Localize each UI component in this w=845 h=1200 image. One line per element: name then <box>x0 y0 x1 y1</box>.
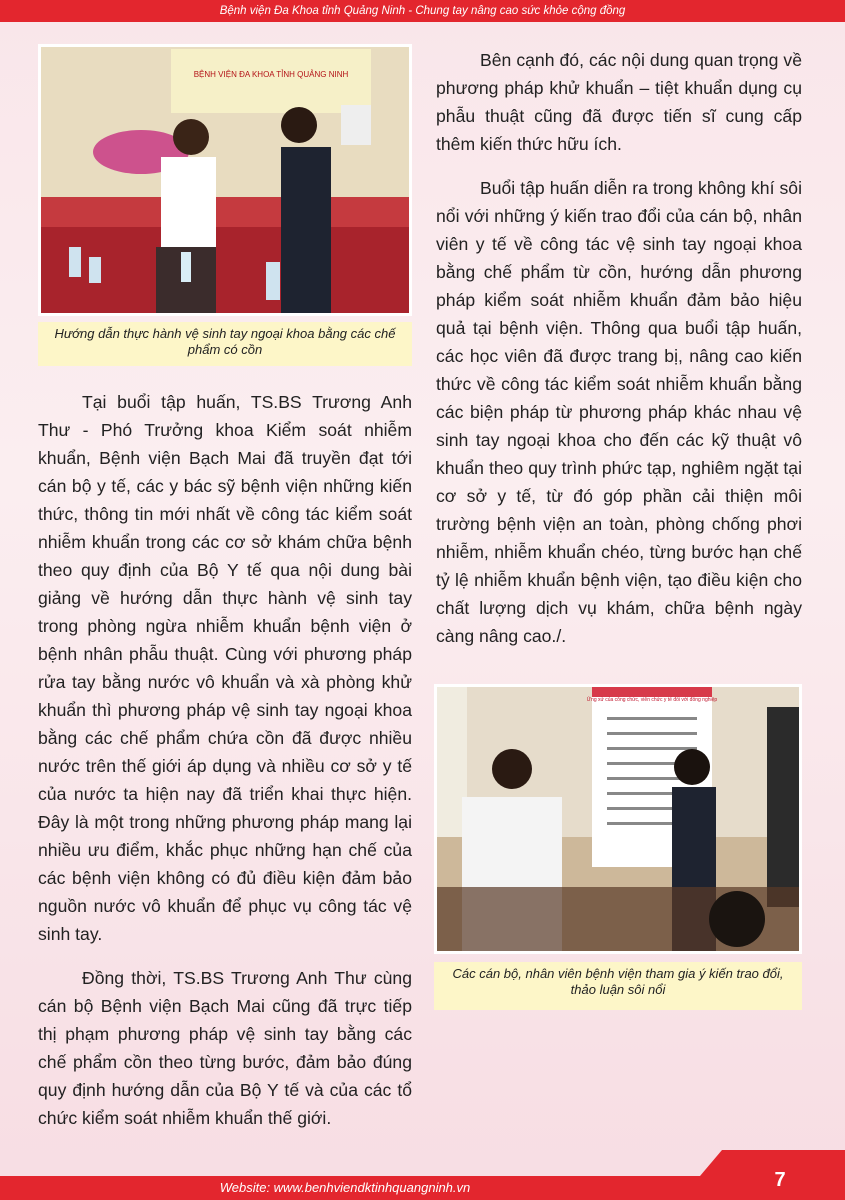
paragraph: Đồng thời, TS.BS Trương Anh Thư cùng cán bộ Bệnh viện Bạch Mai cũng đã trực tiếp thị phạm phương pháp vệ sinh tay bằng các chế phẩm cồn theo từng bước, đảm bảo đúng quy định hướng dẫn của Bộ Y tế và của các tổ chức kiểm soát nhiễm khuẩn thế giới. <box>38 968 412 1128</box>
paragraph: Buổi tập huấn diễn ra trong không khí sôi nổi với những ý kiến trao đổi của cán bộ, nhân viên y tế về công tác vệ sinh tay ngoại khoa bằng chế phẩm từ cồn, hướng dẫn phương pháp kiểm soát nhiễm khuẩn đảm bảo hiệu quả tại bệnh viện. Thông qua buổi tập huấn, các học viên đã được trang bị, nâng cao kiến thức về công tác kiểm soát nhiễm khuẩn bằng các biện pháp từ phương pháp khác nhau vệ sinh tay ngoại khoa cho đến các kỹ thuật vô khuẩn theo quy trình phức tạp, nghiêm ngặt tại cơ sở y tế, từ đó góp phần cải thiện môi trường bệnh viện an toàn, phòng chống phơi nhiễm, nhiễm khuẩn chéo, từng bước hạn chế tỷ lệ nhiễm khuẩn bệnh viện, tạo điều kiện cho chất lượng dịch vụ khám, chữa bệnh ngày càng nâng cao./. <box>436 178 802 646</box>
figure-1-caption: Hướng dẫn thực hành vệ sinh tay ngoại khoa bằng các chế phẩm có cồn <box>38 322 412 366</box>
right-text-column <box>436 46 802 666</box>
page-number: 7 <box>774 1169 786 1191</box>
hospital-banner-text: BỆNH VIỆN ĐA KHOA TỈNH QUẢNG NINH <box>193 70 349 79</box>
demo-photo-illustration <box>41 47 409 313</box>
left-text-column <box>38 388 412 1148</box>
discussion-photo-illustration <box>437 687 799 951</box>
figure-2-caption: Các cán bộ, nhân viên bệnh viện tham gia ý kiến trao đổi, thảo luận sôi nổi <box>434 962 802 1010</box>
poster-title: Ứng xử của công chức, viên chức y tế đối với đồng nghiệp <box>586 697 718 703</box>
footer-bar <box>0 1176 845 1200</box>
paragraph: Bên cạnh đó, các nội dung quan trọng về phương pháp khử khuẩn – tiệt khuẩn dụng cụ phẫu thuật cũng đã được tiến sĩ cung cấp thêm kiến thức hữu ích. <box>436 50 802 154</box>
photo-discussion <box>434 684 802 954</box>
photo-hand-hygiene-demo <box>38 44 412 316</box>
website-text: Website: www.benhviendktinhquangninh.vn <box>219 1180 471 1195</box>
paragraph: Tại buổi tập huấn, TS.BS Trương Anh Thư - Phó Trưởng khoa Kiểm soát nhiễm khuẩn, Bệnh viện Bạch Mai đã truyền đạt tới cán bộ y tế, các y bác sỹ bệnh viện những kiến thức, thông tin mới nhất về công tác kiểm soát nhiễm khuẩn trong các cơ sở khám chữa bệnh theo quy định của Bộ Y tế qua nội dung bài giảng về hướng dẫn thực hành vệ sinh tay trong phòng ngừa nhiễm khuẩn bệnh viện ở bệnh nhân phẫu thuật. Cùng với phương pháp rửa tay bằng nước vô khuẩn và xà phòng khử khuẩn thì phương pháp vệ sinh tay ngoại khoa bằng các chế phẩm chứa cồn đã được nhiều nước trên thế giới áp dụng và nhiều cơ sở y tế của nước ta hiện nay đã triển khai thực hiện. Đây là một trong những phương pháp mang lại nhiều ưu điểm, khắc phục những hạn chế của các bệnh viện không có đủ điều kiện đảm bảo nguồn nước vô khuẩn để phục vụ công tác vệ sinh tay. <box>38 392 412 944</box>
header-banner: Bệnh viện Đa Khoa tỉnh Quảng Ninh - Chung tay nâng cao sức khỏe cộng đồng <box>0 0 845 22</box>
